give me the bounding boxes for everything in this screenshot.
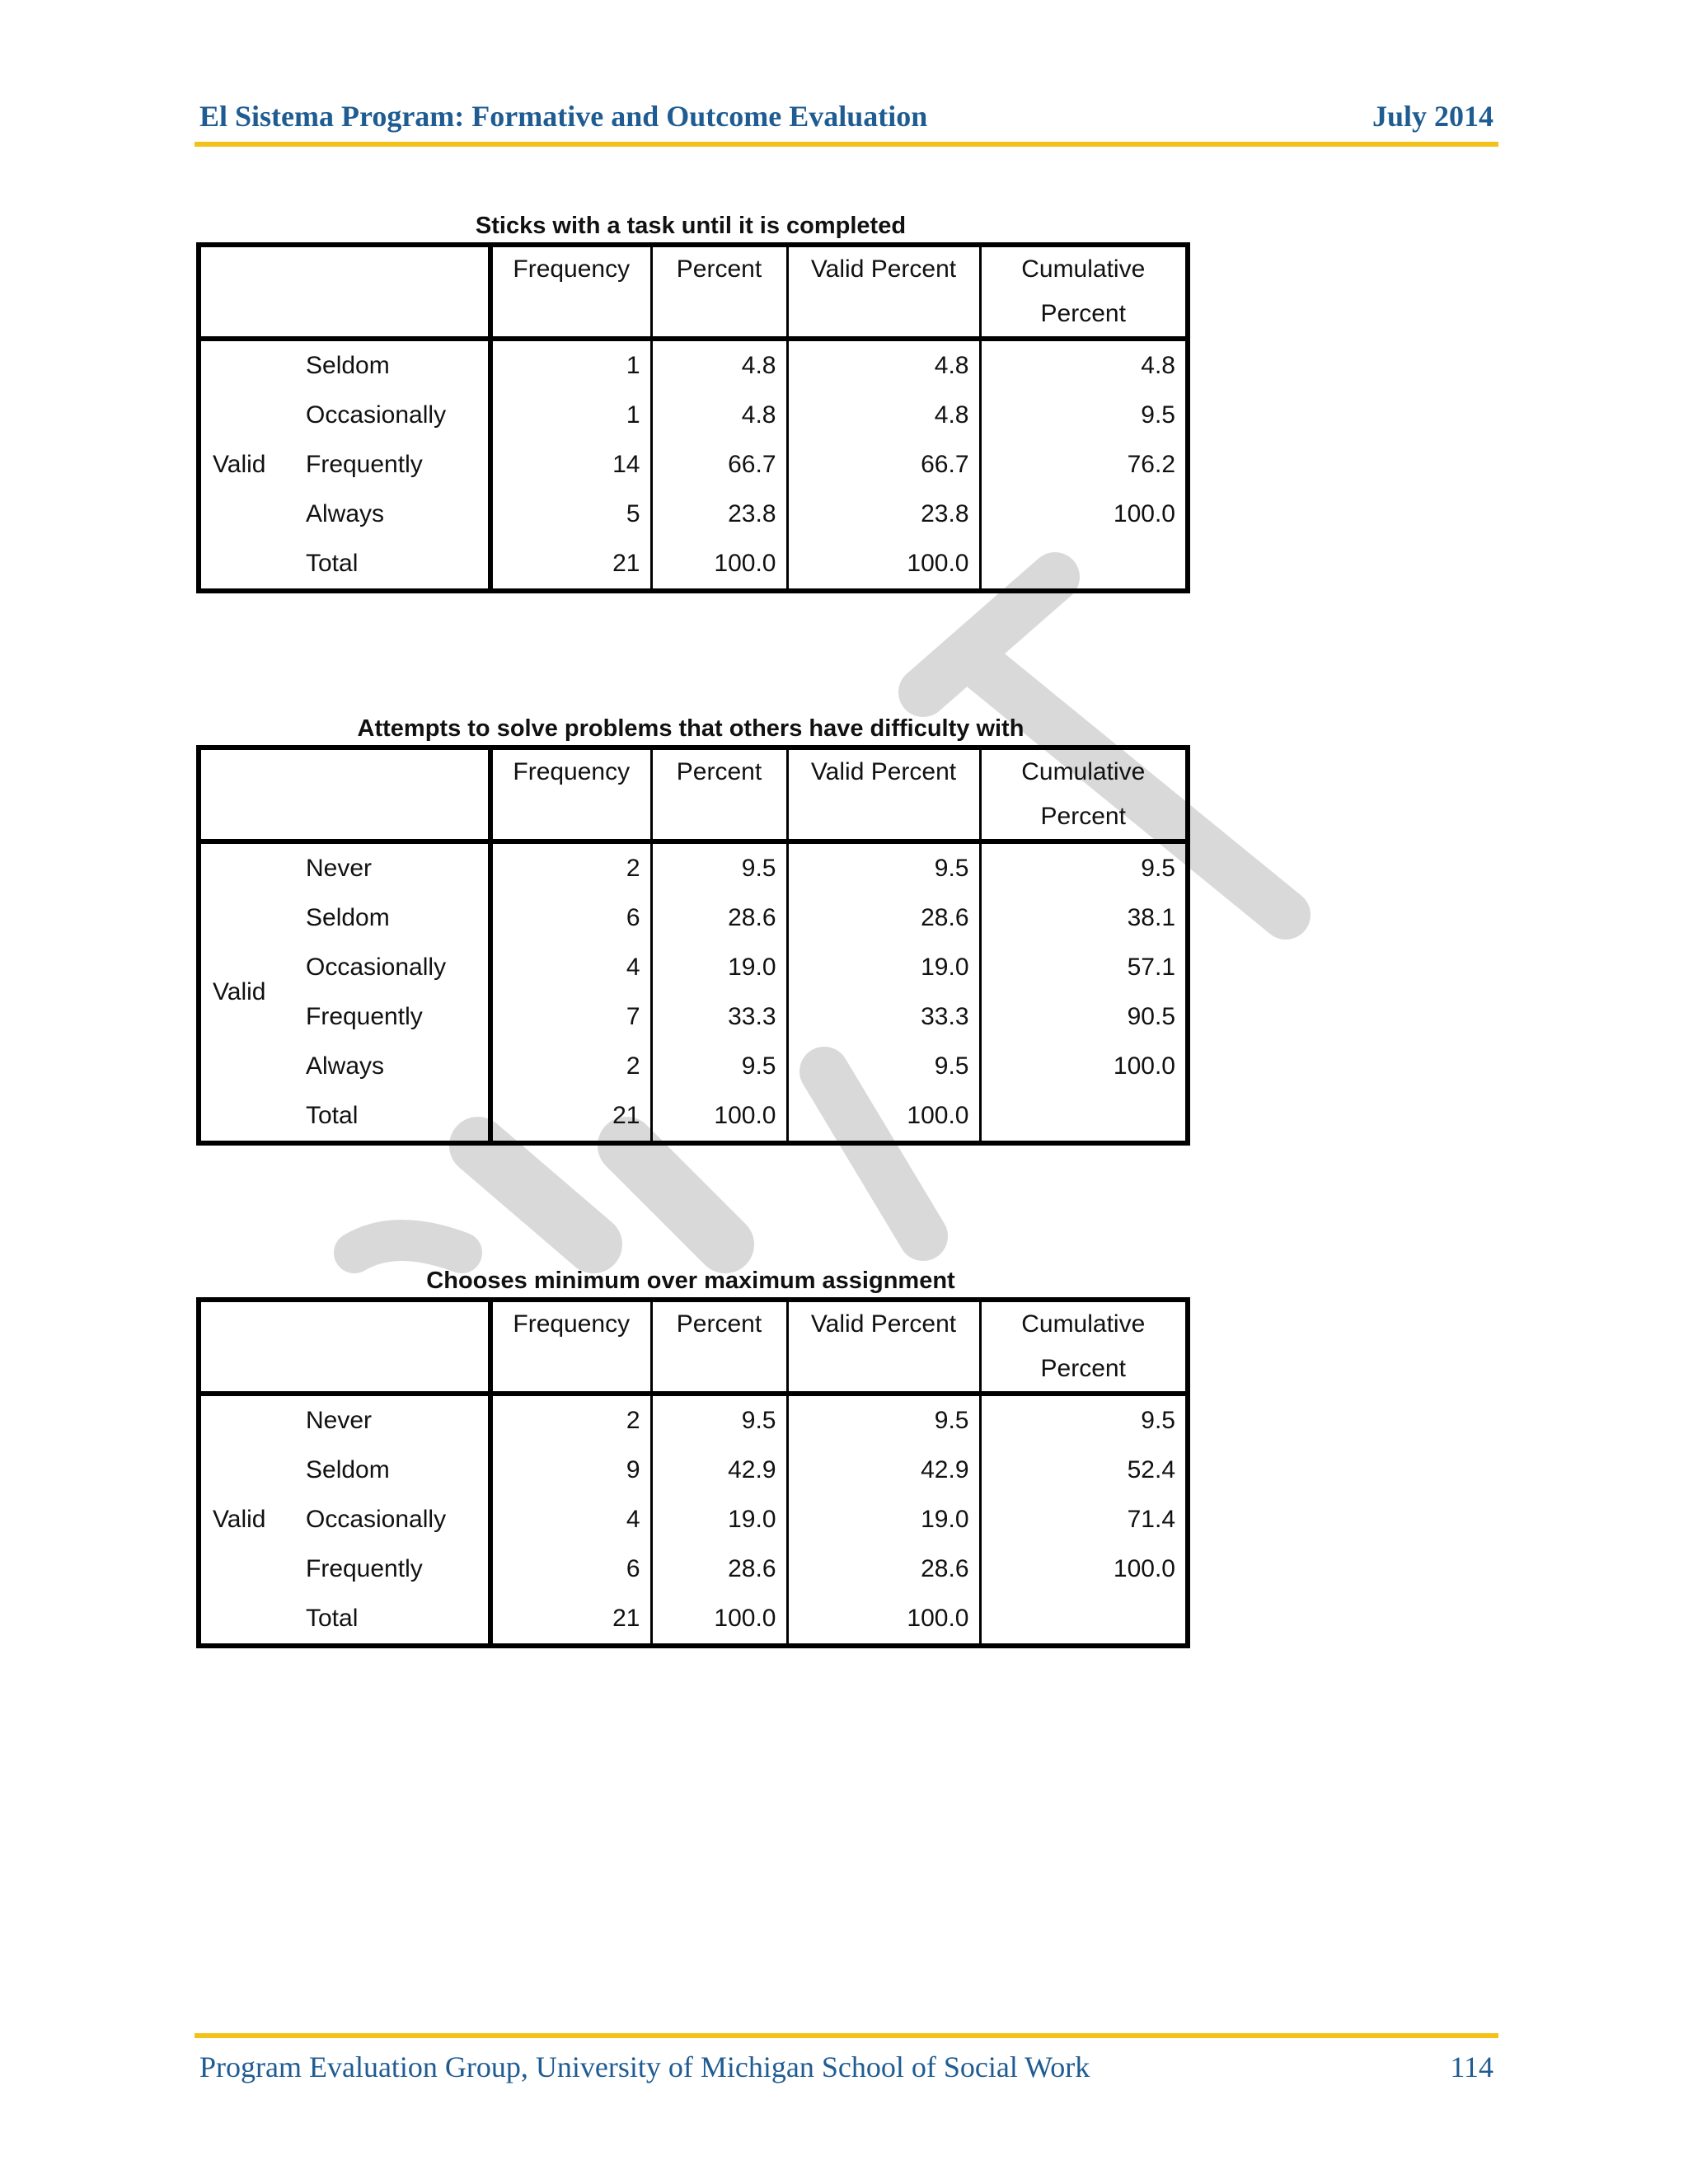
cell-cumulative-percent: 71.4 [1127,1506,1175,1533]
cell-valid-percent: 66.7 [787,440,980,490]
table-header-row [199,245,1188,339]
header-valid-percent: Valid Percent [787,748,980,841]
header-stub [199,748,490,841]
cell-valid-percent: 19.0 [787,1495,980,1544]
cell-frequency: 14 [490,440,651,490]
watermark-stroke-t-top [923,577,1055,692]
row-label: Seldom [299,893,490,943]
header-cumulative-percent [980,245,1188,339]
header-stub [199,1300,490,1394]
row-label: Total [299,1594,490,1646]
cell-cumulative-percent: 4.8 [1141,352,1175,379]
row-label: Frequently [299,992,490,1042]
cell-frequency: 2 [490,841,651,893]
report-title: El Sistema Program: Formative and Outcome Evaluation [199,100,928,133]
cell-cumulative-percent [980,539,1188,591]
cell-valid-percent: 9.5 [787,841,980,893]
cell-percent: 100.0 [651,539,787,591]
table-row-total [199,1091,1188,1143]
cell-frequency: 1 [490,391,651,440]
row-label: Never [299,841,490,893]
cell-valid-percent: 100.0 [787,1594,980,1646]
cell-percent: 19.0 [651,1495,787,1544]
cell-cumulative-percent [980,1594,1188,1646]
table-row [199,1446,1188,1495]
cell-frequency: 21 [490,539,651,591]
row-label: Total [299,539,490,591]
cell-frequency: 6 [490,893,651,943]
header-percent: Percent [651,245,787,339]
footer-organization: Program Evaluation Group, University of Michigan School of Social Work [199,2050,1090,2083]
cell-cumulative-percent: 9.5 [1141,1407,1175,1434]
cell-frequency: 1 [490,339,651,391]
row-label: Always [299,1042,490,1091]
header-cumulative-percent [980,748,1188,841]
row-label: Frequently [299,440,490,490]
cell-frequency: 2 [490,1394,651,1446]
row-label: Seldom [299,1446,490,1495]
cell-valid-percent: 9.5 [787,1394,980,1446]
row-label: Never [299,1394,490,1446]
watermark-stroke-d-curve [354,1240,462,1253]
cell-cumulative-percent: 100.0 [1113,500,1175,527]
cell-frequency: 4 [490,943,651,992]
header-stub [199,245,490,339]
cell-frequency: 6 [490,1544,651,1594]
header-cumulative-line2: Percent [1040,1355,1126,1382]
cell-percent: 28.6 [651,893,787,943]
table-row [199,893,1188,943]
table-title: Sticks with a task until it is completed [475,213,907,239]
cell-cumulative-percent: 38.1 [1127,904,1175,931]
header-frequency: Frequency [490,1300,651,1394]
header-cumulative-line1: Cumulative [1021,1310,1146,1338]
cell-percent: 9.5 [651,1394,787,1446]
cell-percent: 9.5 [651,1042,787,1091]
row-label: Total [299,1091,490,1143]
table-row [199,1394,1188,1446]
table-row [199,1042,1188,1091]
table-row-total [199,1594,1188,1646]
table-row [199,339,1188,391]
table-title: Chooses minimum over maximum assignment [426,1268,955,1294]
cell-percent: 66.7 [651,440,787,490]
page-header [195,96,1498,147]
header-percent: Percent [651,748,787,841]
cell-valid-percent: 23.8 [787,490,980,539]
table-title: Attempts to solve problems that others have difficulty with [357,715,1025,742]
table-row [199,1544,1188,1594]
cell-percent: 23.8 [651,490,787,539]
table-header-row [199,748,1188,841]
cell-frequency: 21 [490,1594,651,1646]
header-cumulative-line1: Cumulative [1021,758,1146,785]
cell-percent: 9.5 [651,841,787,893]
cell-cumulative-percent: 9.5 [1141,855,1175,882]
page-footer [195,2033,1498,2083]
row-label: Seldom [299,339,490,391]
cell-valid-percent: 19.0 [787,943,980,992]
cell-percent: 4.8 [651,391,787,440]
cell-valid-percent: 28.6 [787,1544,980,1594]
cell-percent: 19.0 [651,943,787,992]
header-cumulative-line2: Percent [1040,300,1126,327]
cell-valid-percent: 28.6 [787,893,980,943]
table-row-total [199,539,1188,591]
cell-valid-percent: 9.5 [787,1042,980,1091]
table-row [199,391,1188,440]
header-percent: Percent [651,1300,787,1394]
cell-cumulative-percent: 100.0 [1113,1052,1175,1080]
row-label: Always [299,490,490,539]
cell-percent: 100.0 [651,1594,787,1646]
row-label: Frequently [299,1544,490,1594]
header-frequency: Frequency [490,748,651,841]
page-number: 114 [1450,2050,1493,2083]
cell-frequency: 21 [490,1091,651,1143]
watermark-stroke-r [626,1146,725,1244]
table-row [199,440,1188,490]
row-group-label: Valid [213,451,266,478]
row-label: Occasionally [299,1495,490,1544]
table-header-row [199,1300,1188,1394]
cell-valid-percent: 33.3 [787,992,980,1042]
cell-cumulative-percent: 9.5 [1141,401,1175,429]
report-date: July 2014 [1372,100,1493,133]
header-valid-percent: Valid Percent [787,1300,980,1394]
cell-frequency: 4 [490,1495,651,1544]
row-group-label: Valid [213,978,266,1005]
table-row [199,992,1188,1042]
header-cumulative-line1: Cumulative [1021,255,1146,283]
header-cumulative-percent [980,1300,1188,1394]
header-valid-percent: Valid Percent [787,245,980,339]
cell-frequency: 7 [490,992,651,1042]
cell-valid-percent: 42.9 [787,1446,980,1495]
cell-percent: 4.8 [651,339,787,391]
cell-valid-percent: 4.8 [787,391,980,440]
table-row [199,490,1188,539]
cell-percent: 33.3 [651,992,787,1042]
cell-cumulative-percent [980,1091,1188,1143]
frequency-table [196,1297,1190,1648]
cell-frequency: 9 [490,1446,651,1495]
watermark-stroke-d [478,1146,593,1244]
cell-cumulative-percent: 57.1 [1127,954,1175,981]
frequency-table [196,242,1190,593]
cell-percent: 100.0 [651,1091,787,1143]
row-label: Occasionally [299,391,490,440]
row-group-label: Valid [213,1506,266,1533]
cell-frequency: 2 [490,1042,651,1091]
cell-cumulative-percent: 90.5 [1127,1003,1175,1030]
cell-cumulative-percent: 52.4 [1127,1456,1175,1483]
cell-cumulative-percent: 100.0 [1113,1555,1175,1582]
header-cumulative-line2: Percent [1040,803,1126,830]
table-row [199,1495,1188,1544]
table-row [199,943,1188,992]
cell-valid-percent: 100.0 [787,539,980,591]
row-label: Occasionally [299,943,490,992]
table-row [199,841,1188,893]
header-frequency: Frequency [490,245,651,339]
cell-frequency: 5 [490,490,651,539]
cell-cumulative-percent: 76.2 [1127,451,1175,478]
cell-valid-percent: 100.0 [787,1091,980,1143]
cell-percent: 28.6 [651,1544,787,1594]
frequency-table [196,745,1190,1146]
cell-valid-percent: 4.8 [787,339,980,391]
cell-percent: 42.9 [651,1446,787,1495]
